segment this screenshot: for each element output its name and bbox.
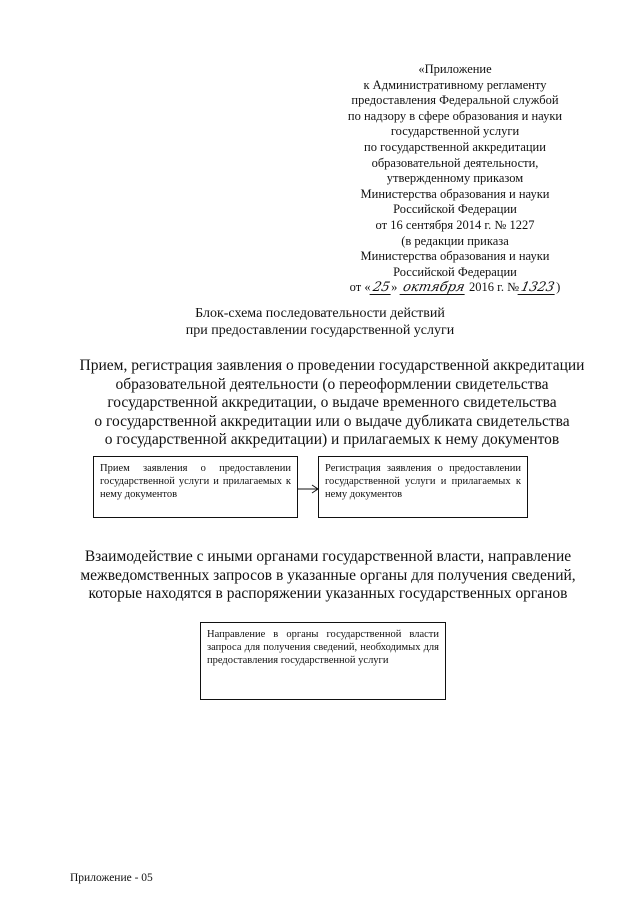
section-line: образовательной деятельности (о переоформлении свидетельства [115, 375, 549, 393]
annex-line: Министерства образования и науки [360, 249, 550, 264]
order-quote: » [391, 280, 398, 295]
annex-header [300, 62, 610, 296]
flow-arrow-icon [298, 482, 320, 496]
annex-line: от 16 сентября 2014 г. № 1227 [375, 217, 535, 232]
annex-line: государственной услуги [390, 124, 520, 139]
section-heading-interaction [8, 548, 640, 604]
annex-line: образовательной деятельности, [371, 155, 539, 170]
flow-box-registration: Регистрация заявления о предоставлении государственной услуги и прилагаемых к нему документов [318, 456, 528, 518]
annex-line: Российской Федерации [393, 202, 517, 217]
section-line: о государственной аккредитации или о выдаче дубликата свидетельства [94, 412, 570, 430]
handwritten-month: октября [401, 280, 466, 296]
annex-line: Российской Федерации [393, 264, 517, 279]
section-line: которые находятся в распоряжении указанных государственных органов [88, 585, 568, 602]
section-line: Взаимодействие с иными органами государственной власти, направление [84, 548, 572, 565]
scheme-title-line: Блок-схема последовательности действий [195, 306, 445, 321]
scheme-title-line: при предоставлении государственной услуги [185, 323, 455, 338]
annex-line: предоставления Федеральной службой [351, 93, 559, 108]
section-line: Прием, регистрация заявления о проведении государственной аккредитации [79, 357, 585, 374]
order-suffix: ) [556, 280, 561, 295]
handwritten-day: 25 [371, 280, 391, 296]
flow-box-reception: Прием заявления о предоставлении государственной услуги и прилагаемых к нему документов [93, 456, 298, 518]
section-line: о государственной аккредитации) и прилагаемых к нему документов [104, 431, 560, 448]
order-date-line [300, 280, 610, 296]
order-prefix: от « [349, 280, 371, 295]
section-heading-reception [12, 357, 640, 450]
annex-line: к Административному регламенту [363, 77, 547, 92]
order-year: 2016 г. № [469, 280, 520, 295]
flow-box-request: Направление в органы государственной власти запроса для получения сведений, необходимых для предоставления государственной услуги [200, 622, 446, 700]
scheme-title [0, 305, 640, 339]
annex-line: по надзору в сфере образования и науки [347, 108, 563, 123]
page-footer: Приложение - 05 [70, 872, 153, 884]
annex-line: по государственной аккредитации [364, 139, 546, 154]
section-line: государственной аккредитации, о выдаче временного свидетельства [107, 394, 557, 411]
annex-line: утвержденному приказом [386, 171, 524, 186]
handwritten-number: 1323 [519, 280, 556, 296]
annex-line: «Приложение [418, 62, 492, 76]
section-line: межведомственных запросов в указанные органы для получения сведений, [80, 566, 576, 584]
annex-line: Министерства образования и науки [360, 186, 550, 201]
annex-line: (в редакции приказа [401, 233, 509, 248]
